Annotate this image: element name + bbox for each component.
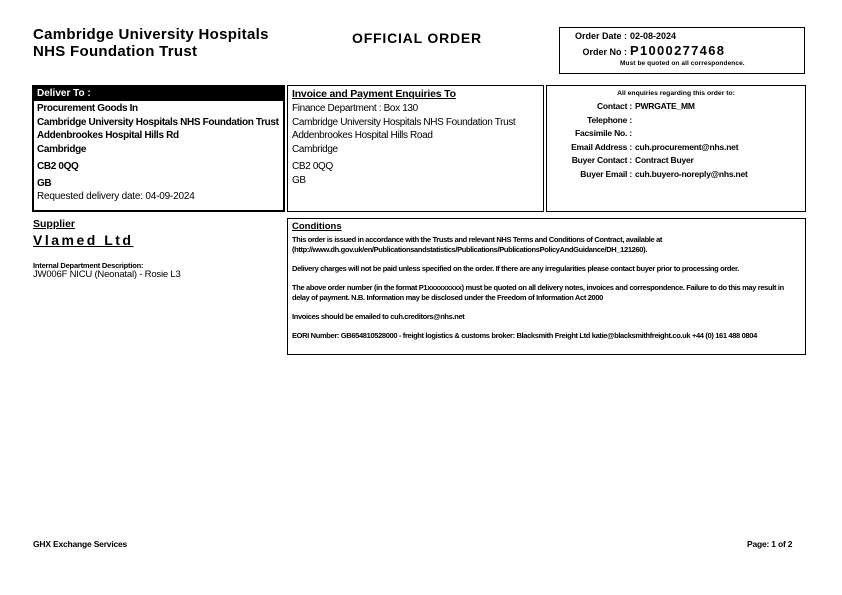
deliver-to-title: Deliver To : [34,87,283,101]
deliver-to-address [34,101,283,207]
buyer-email-value: cuh.buyero-noreply@nhs.net [635,168,748,179]
order-no-row [560,43,804,58]
supplier-name: Vlamed Ltd [33,232,134,248]
org-name-line2: NHS Foundation Trust [33,42,198,60]
order-date-label: Order Date : [574,31,627,41]
invoice-line: Addenbrookes Hospital Hills Road [292,130,433,141]
enquiries-title: All enquiries regarding this order to: [617,90,735,97]
telephone-value [635,115,802,129]
deliver-line: Addenbrookes Hospital Hills Rd [37,130,179,141]
deliver-line: Cambridge [37,143,87,155]
facsimile-value [635,128,802,142]
enquiries-grid [550,101,802,182]
invoice-line: Finance Department : Box 130 [292,103,418,114]
facsimile-label: Facsimile No. : [575,128,632,138]
telephone-label: Telephone : [587,114,632,125]
deliver-line: Procurement Goods In [37,103,138,114]
org-name [33,27,269,60]
document-title: OFFICIAL ORDER [352,30,482,46]
contact-label: Contact : [596,101,632,111]
order-note: Must be quoted on all correspondence. [620,60,745,67]
invoice-enquiries-box [287,85,544,212]
buyer-email-label: Buyer Email : [580,168,632,179]
conditions-paragraph: The above order number (in the format P1xxxxxxxxx) must be quoted on all delivery notes, invoices and correspondence. Failure to do this may result in delay of payment. N.B. Information may be disclosed under the Freedom of Information Act 2000 [292,283,784,302]
order-date-row [560,31,804,41]
invoice-country: GB [292,174,306,186]
email-address-value: cuh.procurement@nhs.net [635,141,739,152]
contact-value: PWRGATE_MM [635,101,695,111]
order-date-value: 02-08-2024 [630,31,677,41]
buyer-contact-label: Buyer Contact : [571,155,632,165]
conditions-paragraph: Invoices should be emailed to cuh.creditors@nhs.net [292,312,465,321]
internal-department-label: Internal Department Description: [33,261,144,270]
deliver-line: Cambridge University Hospitals NHS Foundation Trust [37,116,279,128]
conditions-paragraph: Delivery charges will not be paid unless specified on the order. If there are any irregularities please contact buyer prior to processing order. [292,264,739,273]
conditions-box [287,218,806,355]
requested-delivery-date: Requested delivery date: 04-09-2024 [37,191,195,202]
supplier-heading: Supplier [33,218,76,230]
internal-department-value: JW006F NICU (Neonatal) - Rosie L3 [33,269,181,280]
deliver-to-box [32,85,285,212]
order-no-label: Order No : [582,47,627,57]
order-no-value: P1000277468 [630,43,726,58]
conditions-paragraph: EORI Number: GB654810528000 - freight logistics & customs broker: Blacksmith Freight Ltd katie@blacksmithfreight.co.uk +44 (0) 161 488 0804 [292,331,757,340]
org-name-line1: Cambridge University Hospitals [33,26,269,43]
invoice-enquiries-title: Invoice and Payment Enquiries To [292,88,456,100]
email-address-label: Email Address : [571,141,632,152]
order-info-box [559,27,805,74]
invoice-line: Cambridge University Hospitals NHS Foundation Trust [292,116,516,128]
deliver-country: GB [37,177,52,189]
invoice-postcode: CB2 0QQ [292,161,333,172]
conditions-paragraph: This order is issued in accordance with the Trusts and relevant NHS Terms and Conditions of Contract, available at (http://www.dh.gov.uk/en/Publicationsandstatistics/Publications/PublicationsPolicyAndGuidance/DH_121260). [292,235,663,254]
invoice-line: Cambridge [292,143,338,155]
deliver-postcode: CB2 0QQ [37,161,79,172]
page-number: Page: 1 of 2 [747,539,793,549]
buyer-contact-value: Contract Buyer [635,155,694,165]
conditions-title: Conditions [292,221,342,232]
footer-service-name: GHX Exchange Services [33,539,128,549]
invoice-address [292,103,539,187]
enquiries-contact-box [546,85,806,212]
